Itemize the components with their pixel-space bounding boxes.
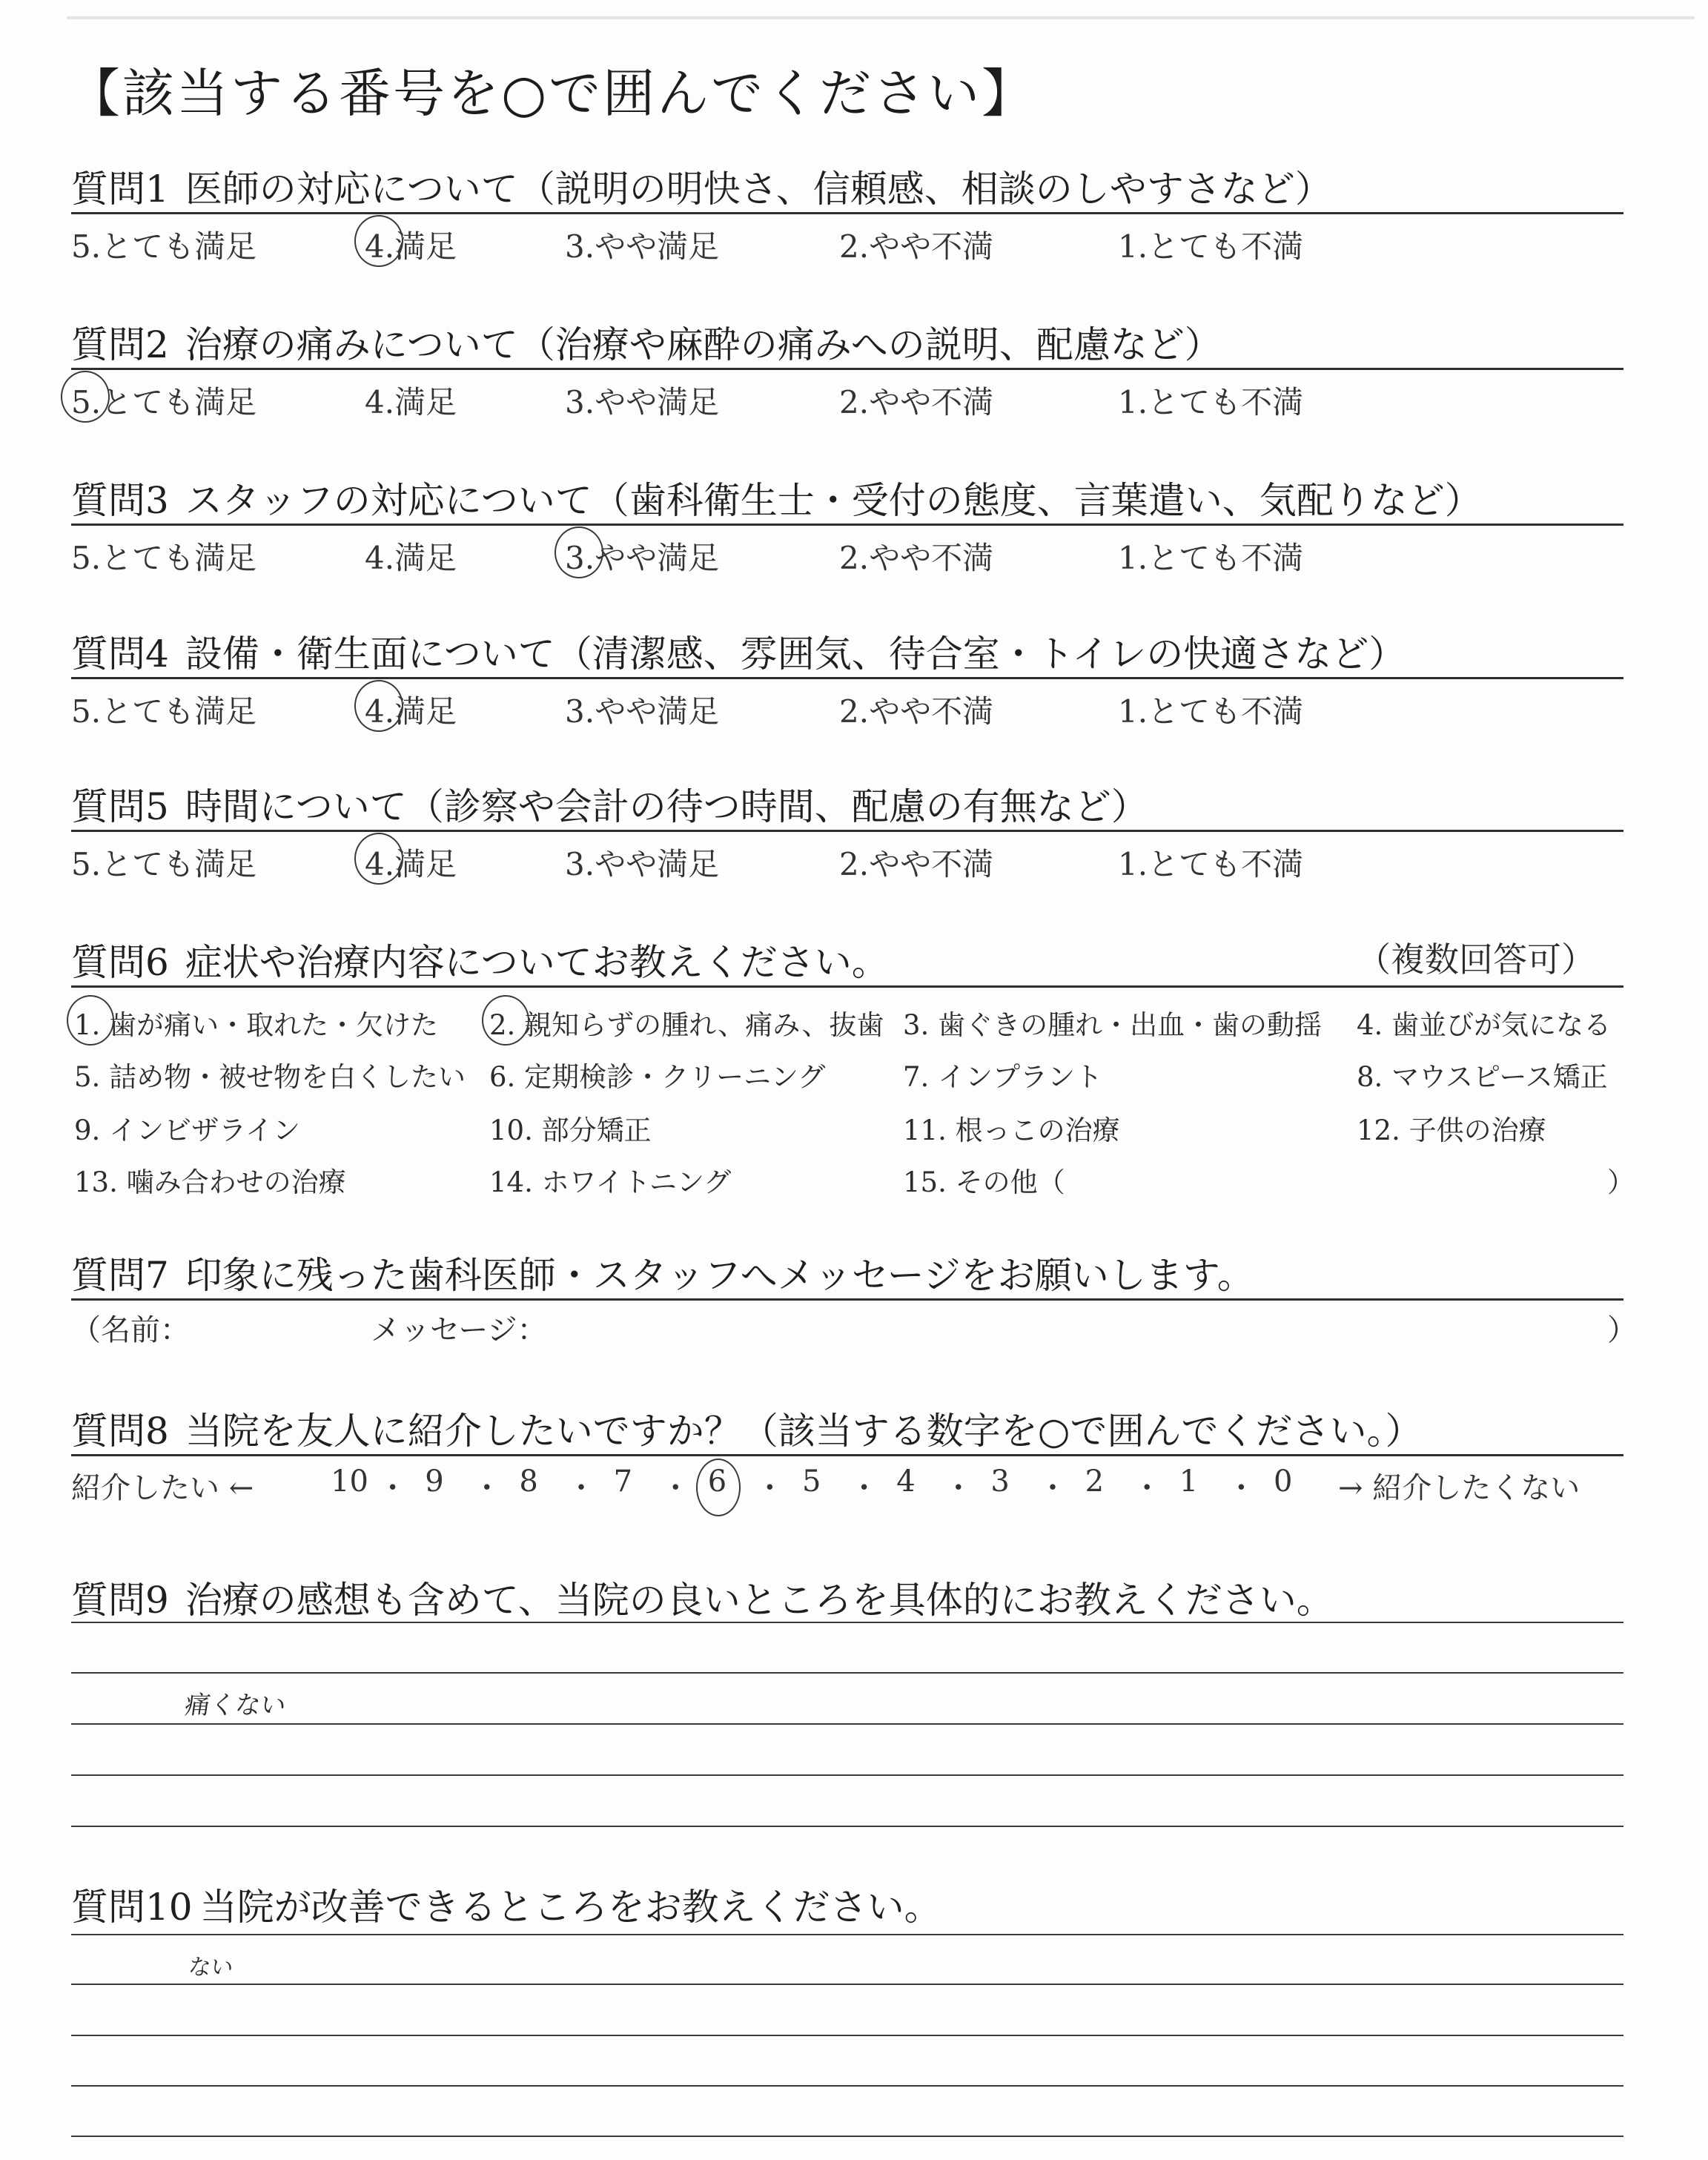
option-number: 4.: [365, 846, 395, 882]
option-number: 2.: [839, 846, 870, 882]
rating-option-3[interactable]: [565, 840, 719, 885]
symptom-option-8[interactable]: 8. マウスピース矯正: [1357, 1061, 1608, 1093]
question-text: スタッフの対応について（歯科衛生士・受付の態度、言葉遣い、気配りなど）: [185, 479, 1482, 522]
option-label: とても満足: [101, 228, 257, 265]
scale-left-label: 紹介したい ←: [71, 1471, 254, 1505]
option-number: 1.: [1118, 384, 1148, 420]
rating-option-2[interactable]: [839, 378, 993, 423]
option-label: やや満足: [595, 540, 720, 576]
question-number: 質問3: [71, 479, 169, 522]
question-text: 治療の感想も含めて、当院の良いところを具体的にお教えください。: [185, 1579, 1334, 1622]
option-label: 満足: [394, 846, 457, 882]
question-heading: [71, 315, 1222, 369]
question-text: 設備・衛生面について（清潔感、雰囲気、待合室・トイレの快適さなど）: [185, 633, 1406, 676]
scale-value-0[interactable]: 0: [1274, 1464, 1293, 1499]
symptom-option-13[interactable]: 13. 噛み合わせの治療: [74, 1166, 346, 1198]
hand-drawn-circle: [354, 680, 403, 732]
rating-option-5[interactable]: [71, 840, 256, 885]
question-heading: [71, 1246, 1254, 1299]
answer-line: [71, 1984, 1623, 1985]
scale-value-10[interactable]: 10: [331, 1464, 368, 1499]
rating-option-5[interactable]: [71, 534, 256, 578]
symptom-option-4[interactable]: 4. 歯並びが気になる: [1357, 1009, 1612, 1041]
symptom-option-6[interactable]: 6. 定期検診・クリーニング: [489, 1061, 826, 1093]
option-label: 満足: [394, 693, 457, 730]
question-rule: [71, 1298, 1623, 1301]
question-rule: [71, 524, 1623, 526]
option-number: 3.: [565, 228, 595, 265]
rating-option-4[interactable]: [365, 534, 457, 578]
message-close: ）: [1607, 1313, 1637, 1347]
symptom-option-9[interactable]: 9. インビザライン: [74, 1114, 300, 1146]
rating-option-2[interactable]: [839, 534, 993, 578]
handwritten-answer-q10: ない: [187, 1955, 235, 1981]
question-number: 質問8: [71, 1410, 169, 1453]
question-heading: [71, 1401, 1422, 1455]
option-number: 1.: [1118, 693, 1148, 730]
question-heading: [71, 1571, 1334, 1624]
question-rule: [71, 1454, 1623, 1456]
answer-line: [71, 2035, 1623, 2036]
option-number: 5.: [71, 384, 102, 420]
answer-line: [71, 1672, 1623, 1674]
option-label: やや満足: [595, 693, 720, 730]
option-label: とても不満: [1148, 846, 1304, 882]
option-number: 1.: [1118, 540, 1148, 576]
answer-line: [71, 1934, 1623, 1935]
question-rule: [71, 985, 1623, 988]
option-number: 4.: [365, 228, 395, 265]
option-label: やや満足: [595, 846, 720, 882]
scale-value-2[interactable]: 2: [1085, 1464, 1105, 1499]
rating-option-1[interactable]: [1118, 840, 1303, 885]
option-number: 5.: [71, 540, 102, 576]
rating-option-2[interactable]: [839, 687, 993, 732]
rating-option-3[interactable]: [565, 378, 719, 423]
symptom-option-11[interactable]: 11. 根っこの治療: [903, 1114, 1120, 1146]
rating-option-3[interactable]: [565, 222, 719, 267]
option-label: 満足: [394, 384, 457, 420]
question-heading: [71, 471, 1482, 524]
question-text: 時間について（診察や会計の待つ時間、配慮の有無など）: [185, 785, 1148, 828]
rating-option-3[interactable]: [565, 687, 719, 732]
question-text: 印象に残った歯科医師・スタッフへメッセージをお願いします。: [185, 1254, 1254, 1297]
option-label: やや不満: [869, 384, 994, 420]
multiple-answers-note: （複数回答可）: [1357, 939, 1595, 980]
name-label: （名前：: [71, 1313, 190, 1347]
question-rule: [71, 368, 1623, 370]
rating-option-5[interactable]: [71, 222, 256, 267]
option-label: とても満足: [101, 540, 257, 576]
scale-value-7[interactable]: 7: [613, 1464, 633, 1499]
scale-separator: ・: [471, 1471, 502, 1505]
option-label: 満足: [394, 540, 457, 576]
symptom-option-15[interactable]: 15. その他（: [903, 1166, 1065, 1198]
option-label: とても不満: [1148, 384, 1304, 420]
option-number: 4.: [365, 384, 395, 420]
scale-value-6[interactable]: 6: [707, 1464, 727, 1499]
option-label: とても満足: [101, 846, 257, 882]
answer-line: [71, 2085, 1623, 2087]
recommend-scale: [71, 1464, 254, 1507]
symptom-option-1[interactable]: 1. 歯が痛い・取れた・欠けた: [74, 1009, 439, 1041]
option-label: とても満足: [101, 384, 257, 420]
symptom-option-12[interactable]: 12. 子供の治療: [1357, 1114, 1546, 1146]
option-number: 5.: [71, 693, 102, 730]
question-number: 質問10: [71, 1886, 193, 1929]
rating-option-4[interactable]: [365, 378, 457, 423]
rating-option-1[interactable]: [1118, 222, 1303, 267]
hand-drawn-circle: [354, 215, 403, 267]
option-label: やや不満: [869, 693, 994, 730]
other-close: ）: [1607, 1166, 1635, 1198]
option-number: 5.: [71, 846, 102, 882]
question-number: 質問6: [71, 941, 169, 984]
scale-separator: ・: [1226, 1471, 1257, 1505]
rating-option-1[interactable]: [1118, 534, 1303, 578]
option-number: 4.: [365, 540, 395, 576]
question-text: 症状や治療内容についてお教えください。: [185, 941, 889, 984]
option-number: 2.: [839, 228, 870, 265]
question-number: 質問9: [71, 1579, 169, 1622]
scale-right-label: → 紹介したくない: [1338, 1471, 1580, 1505]
rating-option-5[interactable]: [71, 687, 256, 732]
option-label: とても満足: [101, 693, 257, 730]
option-number: 3.: [565, 540, 595, 576]
hand-drawn-circle: [61, 371, 110, 423]
question-number: 質問1: [71, 168, 169, 211]
scale-separator: ・: [1038, 1471, 1068, 1505]
option-number: 3.: [565, 384, 595, 420]
option-number: 2.: [839, 384, 870, 420]
question-heading: [71, 933, 889, 986]
handwritten-answer-q9: 痛くない: [182, 1691, 288, 1720]
scan-edge: [67, 16, 1695, 19]
answer-line: [71, 2136, 1623, 2137]
option-label: 満足: [394, 228, 457, 265]
scale-separator: ・: [943, 1471, 973, 1505]
question-text: 当院が改善できるところをお教えください。: [199, 1886, 941, 1929]
hand-drawn-circle: [555, 526, 603, 578]
answer-line: [71, 1826, 1623, 1827]
option-number: 1.: [1118, 228, 1148, 265]
scale-value-1[interactable]: 1: [1179, 1464, 1199, 1499]
scale-value-8[interactable]: 8: [519, 1464, 538, 1499]
option-number: 2.: [839, 540, 870, 576]
page-title: 【該当する番号を○で囲んでください】: [68, 63, 1036, 124]
symptom-option-2[interactable]: 2. 親知らずの腫れ、痛み、抜歯: [489, 1009, 884, 1041]
hand-drawn-circle: [482, 995, 529, 1046]
question-heading: [71, 624, 1406, 678]
option-label: やや満足: [595, 228, 720, 265]
question-rule: [71, 677, 1623, 679]
option-label: やや不満: [869, 846, 994, 882]
question-text: 治療の痛みについて（治療や麻酔の痛みへの説明、配慮など）: [185, 323, 1222, 366]
question-heading: [71, 777, 1148, 830]
question-number: 質問5: [71, 785, 169, 828]
option-number: 3.: [565, 693, 595, 730]
option-label: やや不満: [869, 540, 994, 576]
question-heading: [71, 159, 1332, 213]
rating-option-1[interactable]: [1118, 687, 1303, 732]
option-label: やや満足: [595, 384, 720, 420]
question-text: 医師の対応について（説明の明快さ、信頼感、相談のしやすさなど）: [185, 168, 1332, 211]
answer-line: [71, 1622, 1623, 1623]
scale-separator: ・: [1132, 1471, 1162, 1505]
scale-value-5[interactable]: 5: [802, 1464, 821, 1499]
answer-line: [71, 1723, 1623, 1725]
scale-separator: ・: [661, 1471, 691, 1505]
hand-drawn-circle: [696, 1459, 741, 1516]
hand-drawn-circle: [354, 833, 403, 885]
option-label: とても不満: [1148, 693, 1304, 730]
option-number: 2.: [839, 693, 870, 730]
scale-value-3[interactable]: 3: [990, 1464, 1010, 1499]
symptom-option-7[interactable]: 7. インプラント: [903, 1061, 1103, 1093]
scale-value-9[interactable]: 9: [425, 1464, 444, 1499]
hand-drawn-circle: [67, 995, 114, 1046]
symptom-option-14[interactable]: 14. ホワイトニング: [489, 1166, 732, 1198]
rating-option-2[interactable]: [839, 222, 993, 267]
symptom-option-10[interactable]: 10. 部分矯正: [489, 1114, 652, 1146]
question-number: 質問4: [71, 633, 169, 676]
question-number: 質問2: [71, 323, 169, 366]
option-number: 5.: [71, 228, 102, 265]
scale-separator: ・: [377, 1471, 408, 1505]
scale-value-4[interactable]: 4: [896, 1464, 916, 1499]
option-number: 1.: [1118, 846, 1148, 882]
option-number: 3.: [565, 846, 595, 882]
option-label: とても不満: [1148, 540, 1304, 576]
question-rule: [71, 212, 1623, 214]
symptom-option-5[interactable]: 5. 詰め物・被せ物を白くしたい: [74, 1061, 466, 1093]
answer-line: [71, 1774, 1623, 1776]
question-number: 質問7: [71, 1254, 169, 1297]
scale-separator: ・: [566, 1471, 596, 1505]
option-number: 4.: [365, 693, 395, 730]
question-text: 当院を友人に紹介したいですか？（該当する数字を○で囲んでください。）: [185, 1410, 1423, 1453]
scale-right-wrap: [1338, 1464, 1580, 1507]
rating-option-1[interactable]: [1118, 378, 1303, 423]
question-rule: [71, 830, 1623, 832]
question-heading: [71, 1877, 941, 1931]
rating-option-2[interactable]: [839, 840, 993, 885]
symptom-option-3[interactable]: 3. 歯ぐきの腫れ・出血・歯の動揺: [903, 1009, 1323, 1041]
scale-separator: ・: [755, 1471, 785, 1505]
message-label: メッセージ：: [371, 1313, 547, 1347]
option-label: やや不満: [869, 228, 994, 265]
scale-separator: ・: [849, 1471, 879, 1505]
option-label: とても不満: [1148, 228, 1304, 265]
